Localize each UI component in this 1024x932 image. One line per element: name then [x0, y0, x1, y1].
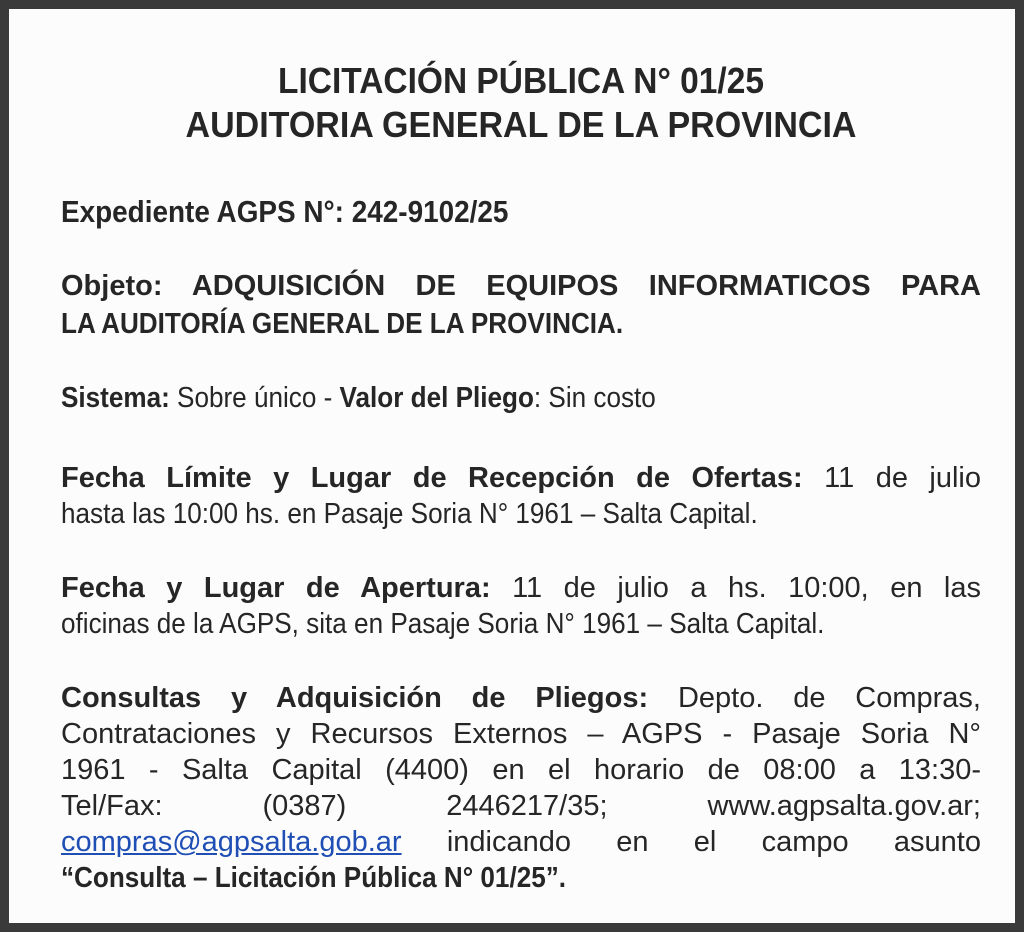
expediente-number: Expediente AGPS N°: 242-9102/25 — [61, 194, 509, 229]
consulta-subject: “Consulta – Licitación Pública N° 01/25”. — [61, 862, 567, 894]
asunto-text: indicando en el campo asunto — [401, 826, 981, 858]
objeto-line1: Objeto: ADQUISICIÓN DE EQUIPOS INFORMATICOS PARA — [61, 270, 981, 302]
sistema-value: Sobre único - — [169, 382, 340, 414]
consultas-line4: Tel/Fax: (0387) 2446217/35; www.agpsalta.gov.ar; — [61, 790, 981, 822]
consultas-line5 — [61, 825, 981, 859]
apertura-label: Fecha y Lugar de Apertura: — [61, 572, 491, 604]
recepcion-date: 11 de julio — [802, 462, 981, 494]
apertura-date: 11 de julio a hs. 10:00, en las — [490, 572, 981, 604]
consultas-line3: 1961 - Salta Capital (4400) en el horario de 08:00 a 13:30- — [61, 754, 981, 786]
sistema-label: Sistema: — [61, 382, 170, 414]
pliego-label: Valor del Pliego — [339, 382, 534, 414]
consultas-line1 — [61, 681, 981, 715]
apertura-line2: oficinas de la AGPS, sita en Pasaje Soria N° 1961 – Salta Capital. — [61, 608, 825, 640]
consultas-label: Consultas y Adquisición de Pliegos: — [61, 682, 649, 714]
pliego-value: : Sin costo — [533, 382, 656, 414]
apertura-line1 — [61, 571, 981, 605]
objeto-line2: LA AUDITORÍA GENERAL DE LA PROVINCIA. — [61, 308, 624, 340]
notice-title-line1: LICITACIÓN PÚBLICA N° 01/25 — [278, 60, 764, 101]
recepcion-line1 — [61, 461, 981, 495]
recepcion-line2: hasta las 10:00 hs. en Pasaje Soria N° 1961 – Salta Capital. — [61, 498, 758, 530]
consultas-dept: Depto. de Compras, — [648, 682, 981, 714]
sistema-line — [61, 381, 889, 415]
recepcion-label: Fecha Límite y Lugar de Recepción de Ofertas: — [61, 462, 803, 494]
consultas-line2: Contrataciones y Recursos Externos – AGPS - Pasaje Soria N° — [61, 718, 981, 750]
email-link[interactable]: compras@agpsalta.gob.ar — [61, 826, 402, 858]
notice-title-line2: AUDITORIA GENERAL DE LA PROVINCIA — [185, 104, 857, 145]
